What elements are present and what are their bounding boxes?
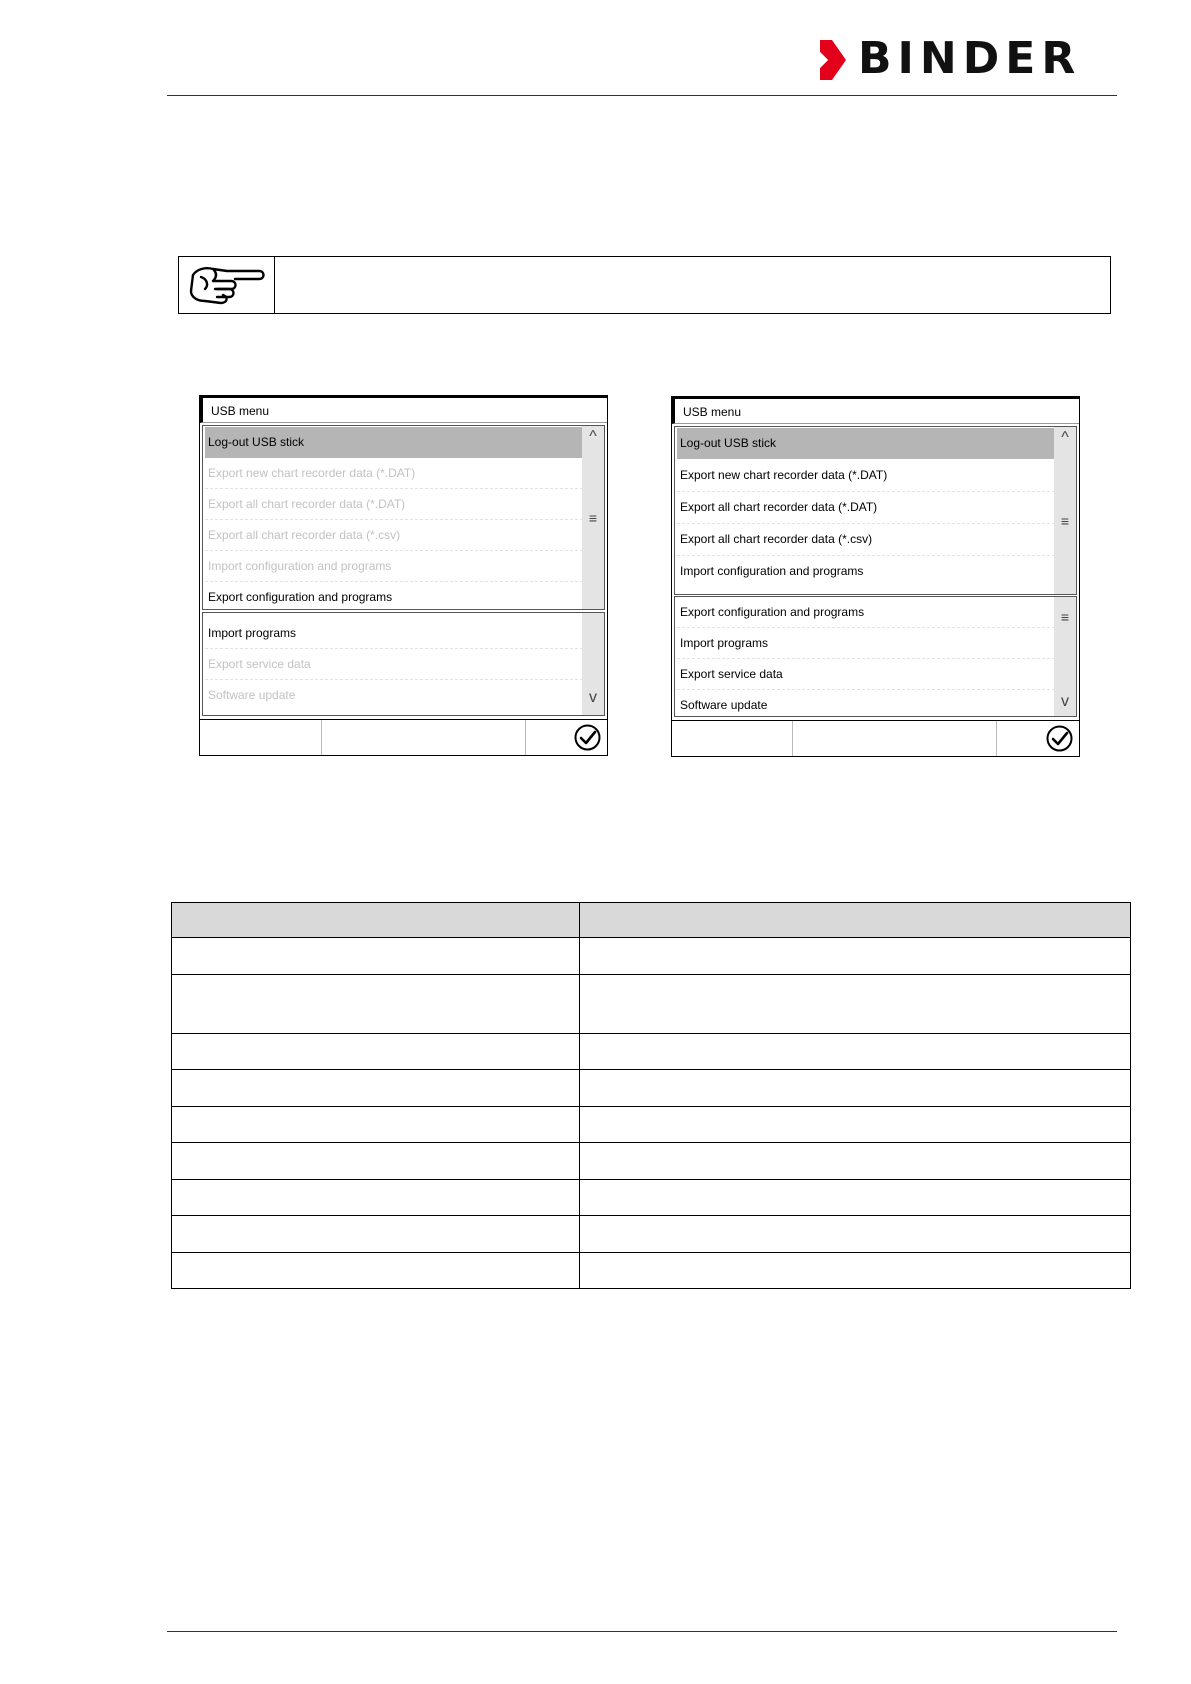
scroll-down-icon[interactable]: v [1061,693,1069,710]
table-header-cell [172,903,580,937]
scrollbar[interactable] [582,613,604,715]
table-header-cell [580,903,1130,937]
table-row [171,975,1131,1034]
menu-list-upper [202,425,605,610]
footer-button-2[interactable] [322,720,526,755]
footer-button-1[interactable] [200,720,322,755]
scroll-menu-icon[interactable]: ≡ [588,510,598,526]
screen-footer [672,720,1079,756]
menu-item-export-configuration[interactable]: Export configuration and programs [208,590,393,604]
table-cell [580,938,1130,974]
menu-list-lower [202,612,605,716]
menu-item-export-new-chart-dat[interactable]: Export new chart recorder data (*.DAT) [677,460,1055,492]
binder-logo [820,33,1120,84]
table-row [171,1034,1131,1070]
screen-title: USB menu [672,397,1079,424]
confirm-check-icon[interactable] [1046,725,1073,752]
table-cell [172,1034,580,1069]
menu-item-export-configuration[interactable]: Export configuration and programs [677,597,1055,628]
menu-list-upper [674,426,1077,595]
scrollbar[interactable] [582,426,604,609]
menu-item-import-programs[interactable]: Import programs [205,618,583,649]
scroll-menu-icon[interactable]: ≡ [1060,609,1070,625]
scrollbar[interactable] [1054,427,1076,594]
menu-item-log-out-usb-stick[interactable]: Log-out USB stick [205,427,583,458]
function-table [171,902,1131,1289]
table-row [171,1143,1131,1180]
footer-button-1[interactable] [672,721,793,756]
table-cell [172,975,580,1033]
header-rule [167,95,1117,96]
footer-rule [167,1631,1117,1632]
menu-item-log-out-usb-stick[interactable]: Log-out USB stick [677,428,1055,459]
screen-footer [200,719,607,755]
menu-item-import-programs[interactable]: Import programs [677,628,1055,659]
table-cell [580,1216,1130,1252]
menu-item-export-all-chart-csv[interactable]: Export all chart recorder data (*.csv) [677,524,1055,556]
menu-item-export-all-chart-csv[interactable]: Export all chart recorder data (*.csv) [205,520,583,551]
usb-menu-screen-left [199,395,608,756]
table-cell [580,975,1130,1033]
table-cell [580,1143,1130,1179]
table-row [171,1180,1131,1216]
scroll-up-icon[interactable]: ^ [1061,429,1069,446]
table-cell [580,1180,1130,1215]
table-cell [172,1143,580,1179]
menu-item-export-service-data[interactable]: Export service data [205,649,583,680]
footer-button-2[interactable] [793,721,997,756]
scrollbar[interactable] [1054,597,1076,716]
table-cell [172,1253,580,1288]
table-cell [172,1180,580,1215]
menu-item-software-update[interactable]: Software update [680,698,768,712]
table-cell [172,1107,580,1142]
table-cell [172,938,580,974]
table-cell [580,1070,1130,1106]
usb-menu-screen-right [671,396,1080,757]
menu-item-export-new-chart-dat[interactable]: Export new chart recorder data (*.DAT) [205,458,583,489]
confirm-check-icon[interactable] [574,724,601,751]
table-cell [172,1070,580,1106]
menu-list-lower [674,596,1077,717]
table-row [171,1216,1131,1253]
scroll-down-icon[interactable]: v [589,689,597,706]
table-cell [580,1034,1130,1069]
logo-text: BINDER [858,33,1082,84]
menu-item-export-all-chart-dat[interactable]: Export all chart recorder data (*.DAT) [205,489,583,520]
table-cell [580,1107,1130,1142]
note-icon-cell [179,257,275,313]
logo-arrow-icon [820,40,846,80]
table-header-row [171,902,1131,938]
pointing-hand-icon [187,261,267,309]
menu-item-import-configuration[interactable]: Import configuration and programs [680,564,864,578]
scroll-up-icon[interactable]: ^ [589,428,597,445]
note-box [178,256,1111,314]
screen-title: USB menu [200,396,607,423]
menu-item-export-all-chart-dat[interactable]: Export all chart recorder data (*.DAT) [677,492,1055,524]
table-row [171,1253,1131,1289]
scroll-menu-icon[interactable]: ≡ [1060,513,1070,529]
table-row [171,938,1131,975]
menu-item-export-service-data[interactable]: Export service data [677,659,1055,690]
table-row [171,1070,1131,1107]
table-row [171,1107,1131,1143]
menu-item-import-configuration[interactable]: Import configuration and programs [205,551,583,582]
table-cell [172,1216,580,1252]
table-cell [580,1253,1130,1288]
menu-item-software-update[interactable]: Software update [208,688,296,702]
